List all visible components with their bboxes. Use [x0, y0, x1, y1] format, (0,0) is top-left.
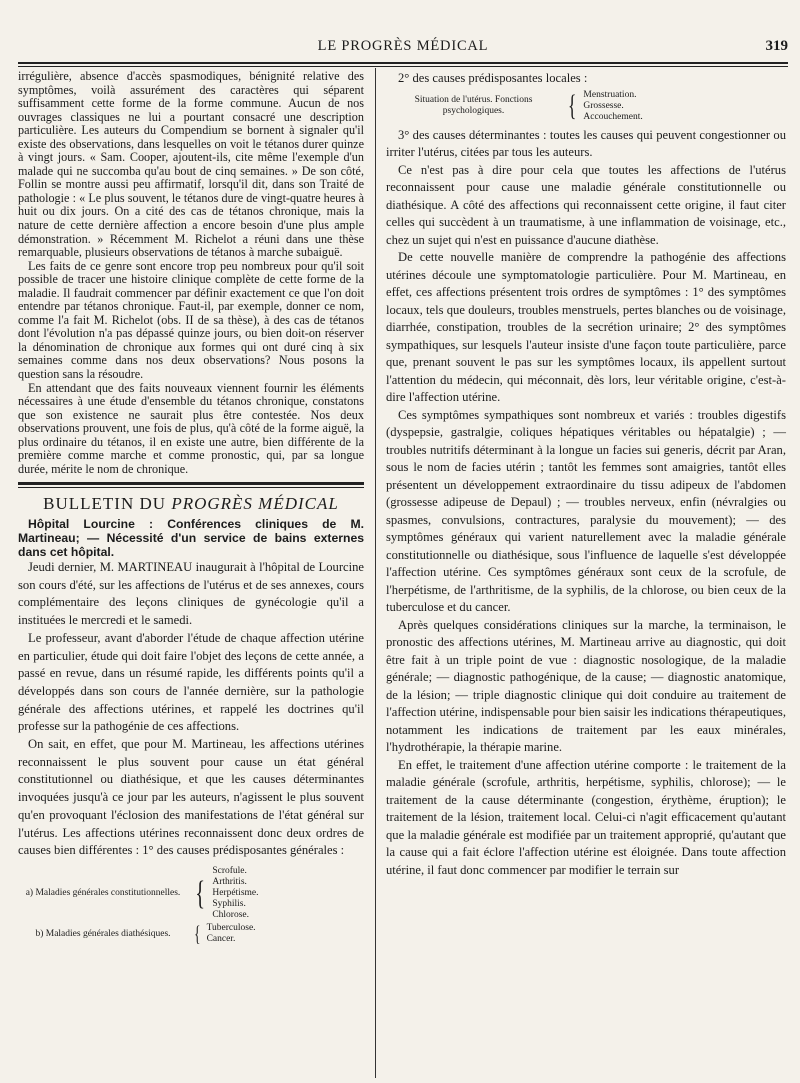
paragraph: Après quelques considérations cliniques sur la marche, la terminaison, le pronostic des affections utérines, M. Martineau arrive au diagnostic, qui doit être fait à un triple point de vue : diagnostic nosologique, de la maladie générale; — diagnostic pathogénique, de la cause; — diagnostic anatomique, de la lésion; — triple diagnostic clinique qui doit conduire au traitement de l'affection utérine, indispensable pour bien saisir les indications thérapeutiques, notamment les indications de traitement par les eaux minérales, l'hydrothérapie, la thérapie marine.: [386, 617, 786, 754]
bulletin-title-italic: PROGRÈS MÉDICAL: [171, 494, 339, 514]
list-item: Grossesse.: [583, 100, 624, 111]
list-item: Menstruation.: [583, 89, 637, 100]
right-column: [386, 70, 786, 879]
brace: {: [195, 874, 206, 912]
paragraph: Ces symptômes sympathiques sont nombreux et variés : troubles digestifs (dyspepsie, gastralgie, coliques hépatiques véritables ou hépatalgie) ; — troubles nutritifs déterminant à la longue un facies sui generis, décrit par Aran, sous le nom de facies utérin ; tantôt les femmes sont amaigries, tantôt elles présentent un développement extraordinaire du tissu adipeux de l'abdomen (grossesse adipeuse de Depaul) ; — troubles nerveux, enfin (névralgies ou spasmes, convulsions, contractures, paralysie du mouvement); — des symptômes généraux qui varient naturellement avec la maladie générale constitutionnelle ou diathésique, sous l'influence de laquelle s'est développée l'affection utérine. Ces symptômes généraux sont ceux de la scrofule, de l'herpétisme, de l'arthritisme, de la syphilis, de la chlorose, ou bien ceux de la tuberculose et du cancer.: [386, 407, 786, 614]
table-label: a) Maladies générales constitutionnelles.: [25, 888, 181, 898]
paragraph: De cette nouvelle manière de comprendre la pathogénie des affections utérines découle une symptomatologie particulière. Pour M. Martineau, en effet, ces affections présentent trois ordres de symptômes : 1° des symptômes locaux, tels que douleurs, troubles menstruels, pertes blanches ou de voisinage, diarrhée, constipation, troubles de la secrétion urinaire; 2° des symptômes sympathiques, sur lesquels l'auteur insiste d'une façon toute particulière, parce que, prenant souvent le pas sur les symptômes locaux, ils appellent surtout l'attention du médecin, qui méconnait, dès lors, leur véritable origine, c'est-à-dire l'affection utérine.: [386, 250, 786, 404]
list-item: Cancer.: [206, 934, 236, 944]
bulletin-title: [18, 494, 364, 514]
list-item: Herpétisme.: [212, 888, 259, 898]
brace: {: [567, 89, 577, 122]
bulletin-title-prefix: BULLETIN DU: [43, 494, 167, 514]
brace: {: [194, 921, 201, 946]
paragraph: 2° des causes prédisposantes locales :: [398, 71, 588, 85]
list-item: Tuberculose.: [206, 923, 256, 933]
paragraph: On sait, en effet, que pour M. Martineau, les affections utérines reconnaissent le plus souvent pour cause un état général constitutionnel ou diathésique, et que les causes déterminantes invoquées jusqu'à ce jour par les auteurs, n'agissent le plus souvent qu'en provoquant l'éclosion des manifestations de l'état général sur l'utérus. Les affections utérines reconnaissent donc deux ordres de causes bien différentes : 1° des causes prédisposantes générales :: [18, 737, 364, 858]
column-divider: [375, 68, 376, 1078]
header-rule-thin: [18, 66, 788, 67]
paragraph: 3° des causes déterminantes : toutes les causes qui peuvent congestionner ou irriter l'utérus, citées par tous les auteurs.: [386, 127, 786, 159]
list-item: Syphilis.: [212, 899, 246, 909]
paragraph: Jeudi dernier, M. MARTINEAU inaugurait à l'hôpital de Lourcine son cours d'été, sur les affections de l'utérus et de ses annexes, cours complémentaire des leçons cliniques de gynécologie qu'il a instituées le mercredi et le samedi.: [18, 560, 364, 628]
paragraph: irrégulière, absence d'accès spasmodiques, bénignité relative des symptômes, voilà assurément des caractères qui séparent suffisamment cette forme de la forme commune. Aucun de nos ouvrages classiques ne lui a pourtant consacré une description particulière. Les auteurs du Compendium se bornent à signaler qu'il existe des observations, dans lesquelles on voit le tétanos durer quinze à vingt jours. « Sam. Cooper, ajoutent-ils, cite même l'exemple d'un malade qui ne succomba qu'au bout de cinq semaines. » De son côté, Follin se montre aussi peu affirmatif, lorsqu'il dit, dans son Traité de pathologie : « Le plus souvent, le tétanos dure de vingt-quatre heures à huit ou dix jours. On a cité des cas de tétanos chronique, mais la nature de cette dernière affection a encore besoin d'une plus ample démonstration. » Récemment M. Richelot a réuni dans une thèse remarquable, plusieurs observations de tétanos à marche subaiguë.: [18, 69, 364, 260]
table-items: [583, 90, 642, 123]
causes-table-a: [18, 866, 364, 921]
running-header: [18, 38, 788, 60]
list-item: Accouchement.: [583, 111, 643, 122]
paragraph: Les faits de ce genre sont encore trop peu nombreux pour qu'il soit possible de tracer une histoire clinique complète de cette forme de la maladie. Il faudrait commencer par définir exactement ce que l'on doit entendre par tétanos chronique. Faut-il, par exemple, donner ce nom, comme l'a fait M. Richelot (obs. II de sa thèse), à des cas de tétanos dont l'évolution n'a pas dépassé quinze jours, ou bien doit-on réserver la dénomination de chronique aux formes qui ont duré cinq à six semaines comme dans nos deux observations? Nous posons la question sans la résoudre.: [18, 258, 364, 382]
causes-table-local: [386, 90, 786, 123]
page-number: 319: [765, 38, 788, 54]
table-label: Situation de l'utérus. Fonctions psychologiques.: [414, 95, 533, 116]
paragraph: Ce n'est pas à dire pour cela que toutes les affections de l'utérus reconnaissent pour cause une maladie générale constitutionnelle ou diathésique. A côté des affections qui reconnaissent cette origine, il faut citer celles qui succèdent à un traumatisme, à une inflammation de voisinage, etc., chez un sujet qui n'est en puissance d'aucune diathèse.: [386, 162, 786, 247]
left-column: [18, 70, 364, 947]
list-item: Arthritis.: [212, 877, 247, 887]
journal-title: LE PROGRÈS MÉDICAL: [317, 38, 489, 54]
list-item: Scrofule.: [212, 866, 247, 876]
table-label: b) Maladies générales diathésiques.: [35, 928, 171, 939]
paragraph: En effet, le traitement d'une affection utérine comporte : le traitement de la maladie générale (scrofule, arthritis, herpétisme, syphilis, chlorose); — le traitement de la cause déterminante (congestion, érythème, éruption); le traitement de la lésion, traitement local. Celui-ci n'agit efficacement qu'autant que la maladie générale est modifiée par un traitement approprié, qu'autant que la cause qui a fait éclore l'affection utérine est éloignée. Dans toute affection utérine, il faut donc commencer par modifier le terrain sur: [386, 757, 786, 877]
bulletin-body: [18, 559, 364, 860]
article-subheading: Hôpital Lourcine : Conférences cliniques de M. Martineau; — Nécessité d'un service de bains externes dans cet hôpital.: [18, 517, 364, 559]
header-rule: [18, 62, 788, 64]
table-items: [212, 866, 258, 921]
table-items: [207, 923, 256, 945]
section-rule: [18, 482, 364, 488]
causes-table-b: [18, 923, 364, 945]
paragraph: Le professeur, avant d'aborder l'étude de chaque affection utérine en particulier, étude qui doit faire l'objet des leçons de cette année, a passé en revue, dans un résumé rapide, les différents points qu'il a développés dans son cours de l'année dernière, sur la pathologie générale des affections utérines, et rappelé les doctrines qu'il professe sur la pathogénie de ces affections.: [18, 630, 364, 734]
list-item: Chlorose.: [212, 910, 250, 920]
paragraph: En attendant que des faits nouveaux viennent fournir les éléments nécessaires à une étude d'ensemble du tétanos chronique, constatons que son existence ne saurait plus être contestée. Nos deux observations prouvent, une fois de plus, qu'à côté de la forme aiguë, la plus ordinaire du tétanos, il en existe une autre, bien différente de la première comme marche et comme pronostic, qui, par sa longue durée, mérite le nom de chronique.: [18, 380, 364, 476]
